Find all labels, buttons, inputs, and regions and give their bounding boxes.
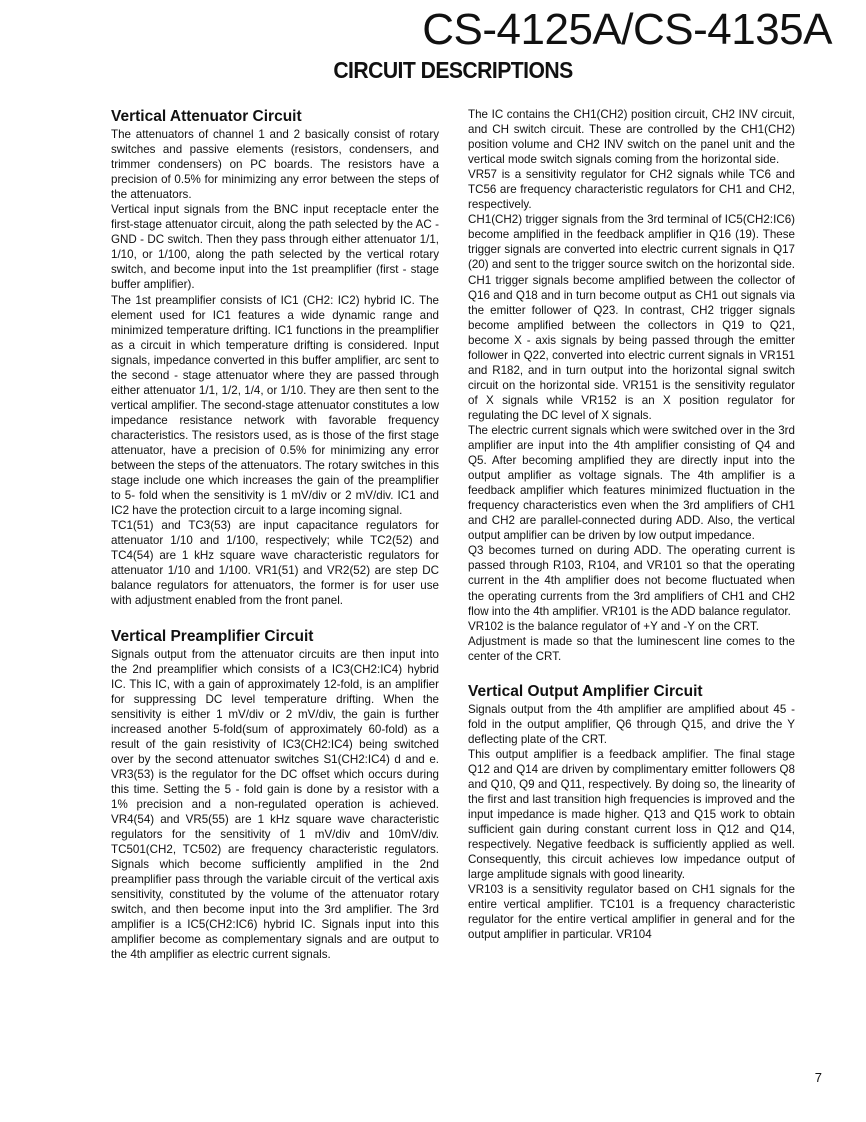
paragraph: VR103 is a sensitivity regulator based on CH1 signals for the entire vertical amplifier. TC101 is a frequency characteristic regulator for the entire vertical amplifier in general and for the output amplifier in particular. VR104	[468, 883, 795, 942]
model-title: CS-4125A/CS-4135A	[422, 5, 832, 54]
section-vertical-output-amplifier	[468, 682, 795, 943]
section-vertical-attenuator	[111, 107, 439, 609]
paragraph: Vertical input signals from the BNC input receptacle enter the first-stage attenuator circuit, along the path selected by the AC - GND - DC switch. Then they pass through either attenuator 1/1, 1/10, or 1/100, along the path selected by the vertical rotary switch, and become input into the 1st preamplifier (first - stage buffer amplifier).	[111, 203, 439, 292]
section-heading: Vertical Output Amplifier Circuit	[468, 682, 703, 700]
paragraph: VR57 is a sensitivity regulator for CH2 signals while TC6 and TC56 are frequency characteristic regulators for CH1 and CH2, respectively.	[468, 168, 795, 212]
paragraph: Q3 becomes turned on during ADD. The operating current is passed through R103, R104, and VR101 so that the operating current in the 4th amplifier does not become fluctuated when the operating currents from the 3rd amplifiers of CH1 and CH2 flow into the 4th amplifier. VR101 is the ADD balance regulator.	[468, 544, 795, 618]
section-heading: Vertical Attenuator Circuit	[111, 108, 302, 125]
section-spacer	[111, 609, 439, 627]
paragraph: Signals output from the 4th amplifier are amplified about 45 - fold in the output amplifier, Q6 through Q15, and drive the Y deflecting plate of the CRT.	[468, 702, 795, 746]
paragraph: TC1(51) and TC3(53) are input capacitance regulators for attenuator 1/10 and 1/100, respectively; while TC2(52) and TC4(54) are 1 kHz square wave characteristic regulators for attenuator 1/10 and 1/100. VR1(51) and VR2(52) are step DC balance regulators for attenuators, the former is for user use with adjustment enabled from the front panel.	[111, 519, 439, 608]
section-vertical-preamplifier	[111, 627, 439, 963]
paragraph: Signals output from the attenuator circuits are then input into the 2nd preamplifier which consists of a IC3(CH2:IC4) hybrid IC. This IC, with a gain of approximately 12-fold, is an amplifier for suppressing DC level temperature drifting. When the sensitivity is either 1 mV/div or 2 mV/div, the gain is further increased another 5-fold(sum of approximately 60-fold) as a result of the gain resistivity of IC3(CH2:IC4) being switched over by the second attenuator switches S1(CH2:IC4) d and e. VR3(53) is the regulator for the DC offset which occurs during this time. Setting the 5 - fold gain is done by a resistor with a 1% precision and a non-regulated operation is achieved. VR4(54) and VR5(55) are 1 kHz square wave characteristic regulators for the sensitivity of 1 mV/div and 10mV/div. TC501(CH2, TC502) are frequency characteristic regulators. Signals which become sufficiently amplified in the 2nd preamplifier pass through the variable circuit of the vertical axis sensitivity, constituted by the volume of the attenuator rotary switch, and then become input into the 3rd amplifier. The 3rd amplifier is a IC5(CH2:IC6) hybrid IC. Signals input into this amplifier become as complementary signals and are output to the 4th amplifier as electric current signals.	[111, 647, 439, 962]
right-column	[468, 107, 795, 942]
paragraph: CH1(CH2) trigger signals from the 3rd terminal of IC5(CH2:IC6) become amplified in the feedback amplifier in Q16 (19). These trigger signals are converted into electric current signals in Q17 (20) and sent to the trigger source switch on the horizontal side. CH1 trigger signals become amplified between the collector of Q16 and Q18 and in turn become output as CH1 out signals via the emitter follower of Q23. In contrast, CH2 trigger signals become amplified between the collectors in Q19 to Q21, become X - axis signals by being passed through the emitter follower in Q22, converted into electric current signals in VR151 and R182, and in turn output into the horizontal signal switch circuit on the horizontal side. VR151 is the sensitivity regulator of X signals while VR152 is an X position regulator for regulating the DC level of X signals.	[468, 213, 795, 422]
paragraph: The attenuators of channel 1 and 2 basically consist of rotary switches and passive elements (resistors, condensers, and trimmer condensers) on PC boards. The resistors have a precision of 0.5% for minimizing any error between the steps of the attenuators.	[111, 128, 439, 202]
page-number: 7	[814, 1070, 822, 1085]
section-title: CIRCUIT DESCRIPTIONS	[333, 57, 573, 83]
paragraph: The 1st preamplifier consists of IC1 (CH2: IC2) hybrid IC. The element used for IC1 features a wide dynamic range and minimized temperature drifting. IC1 functions in the preamplifier as a circuit in which temperature drifting is considered. Input signals, impedance converted in this buffer amplifier, arc sent to the second - stage attenuator where they are passed through either attenuator 1/1, 1/2, 1/4, or 1/10. They are then sent to the vertical amplifier. The second-stage attenuator constitutes a low impedance resistance network with favorable frequency characteristics. The resistors used, as is those of the first stage attenuator, have a precision of 0.5% for minimizing any error between the steps of the attenuators. The rotary switches in this stage include one which increases the gain of the preamplifier to 5- fold when the sensitivity is 1 mV/div or 2 mV/div. IC1 and IC2 have the protection circuit to a large incoming signal.	[111, 293, 439, 518]
paragraph: Adjustment is made so that the luminescent line comes to the center of the CRT.	[468, 634, 795, 663]
paragraph: The electric current signals which were switched over in the 3rd amplifier are input into the 4th amplifier consisting of Q4 and Q5. After becoming amplified they are directly input into the output amplifier as voltage signals. The 4th amplifier is a feedback amplifier which features minimized fluctuation in the frequency characteristics even when the 3rd amplifiers of CH1 and CH2 are parallel-connected during ADD. Also, the vertical output amplifier can be driven by low output impedance.	[468, 423, 795, 543]
paragraph: The IC contains the CH1(CH2) position circuit, CH2 INV circuit, and CH switch circuit. These are controlled by the CH1(CH2) position volume and CH2 INV switch on the panel unit and the vertical mode switch signals coming from the horizontal side.	[468, 108, 795, 167]
section-spacer	[468, 664, 795, 682]
section-continued	[468, 107, 795, 664]
paragraph: VR102 is the balance regulator of +Y and -Y on the CRT.	[468, 619, 759, 633]
left-column	[111, 107, 439, 962]
section-heading: Vertical Preamplifier Circuit	[111, 627, 314, 645]
paragraph: This output amplifier is a feedback amplifier. The final stage Q12 and Q14 are driven by complimentary emitter followers Q8 and Q10, Q9 and Q11, respectively. By doing so, the linearity of the first and last transition high frequencies is improved and the input impedance is made higher. Q13 and Q15 work to obtain sufficient gain during constant current loss in Q12 and Q14, respectively. Negative feedback is sufficiently applied as well. Consequently, this circuit achieves low impedance output of large amplitude signals with good linearity.	[468, 747, 795, 882]
